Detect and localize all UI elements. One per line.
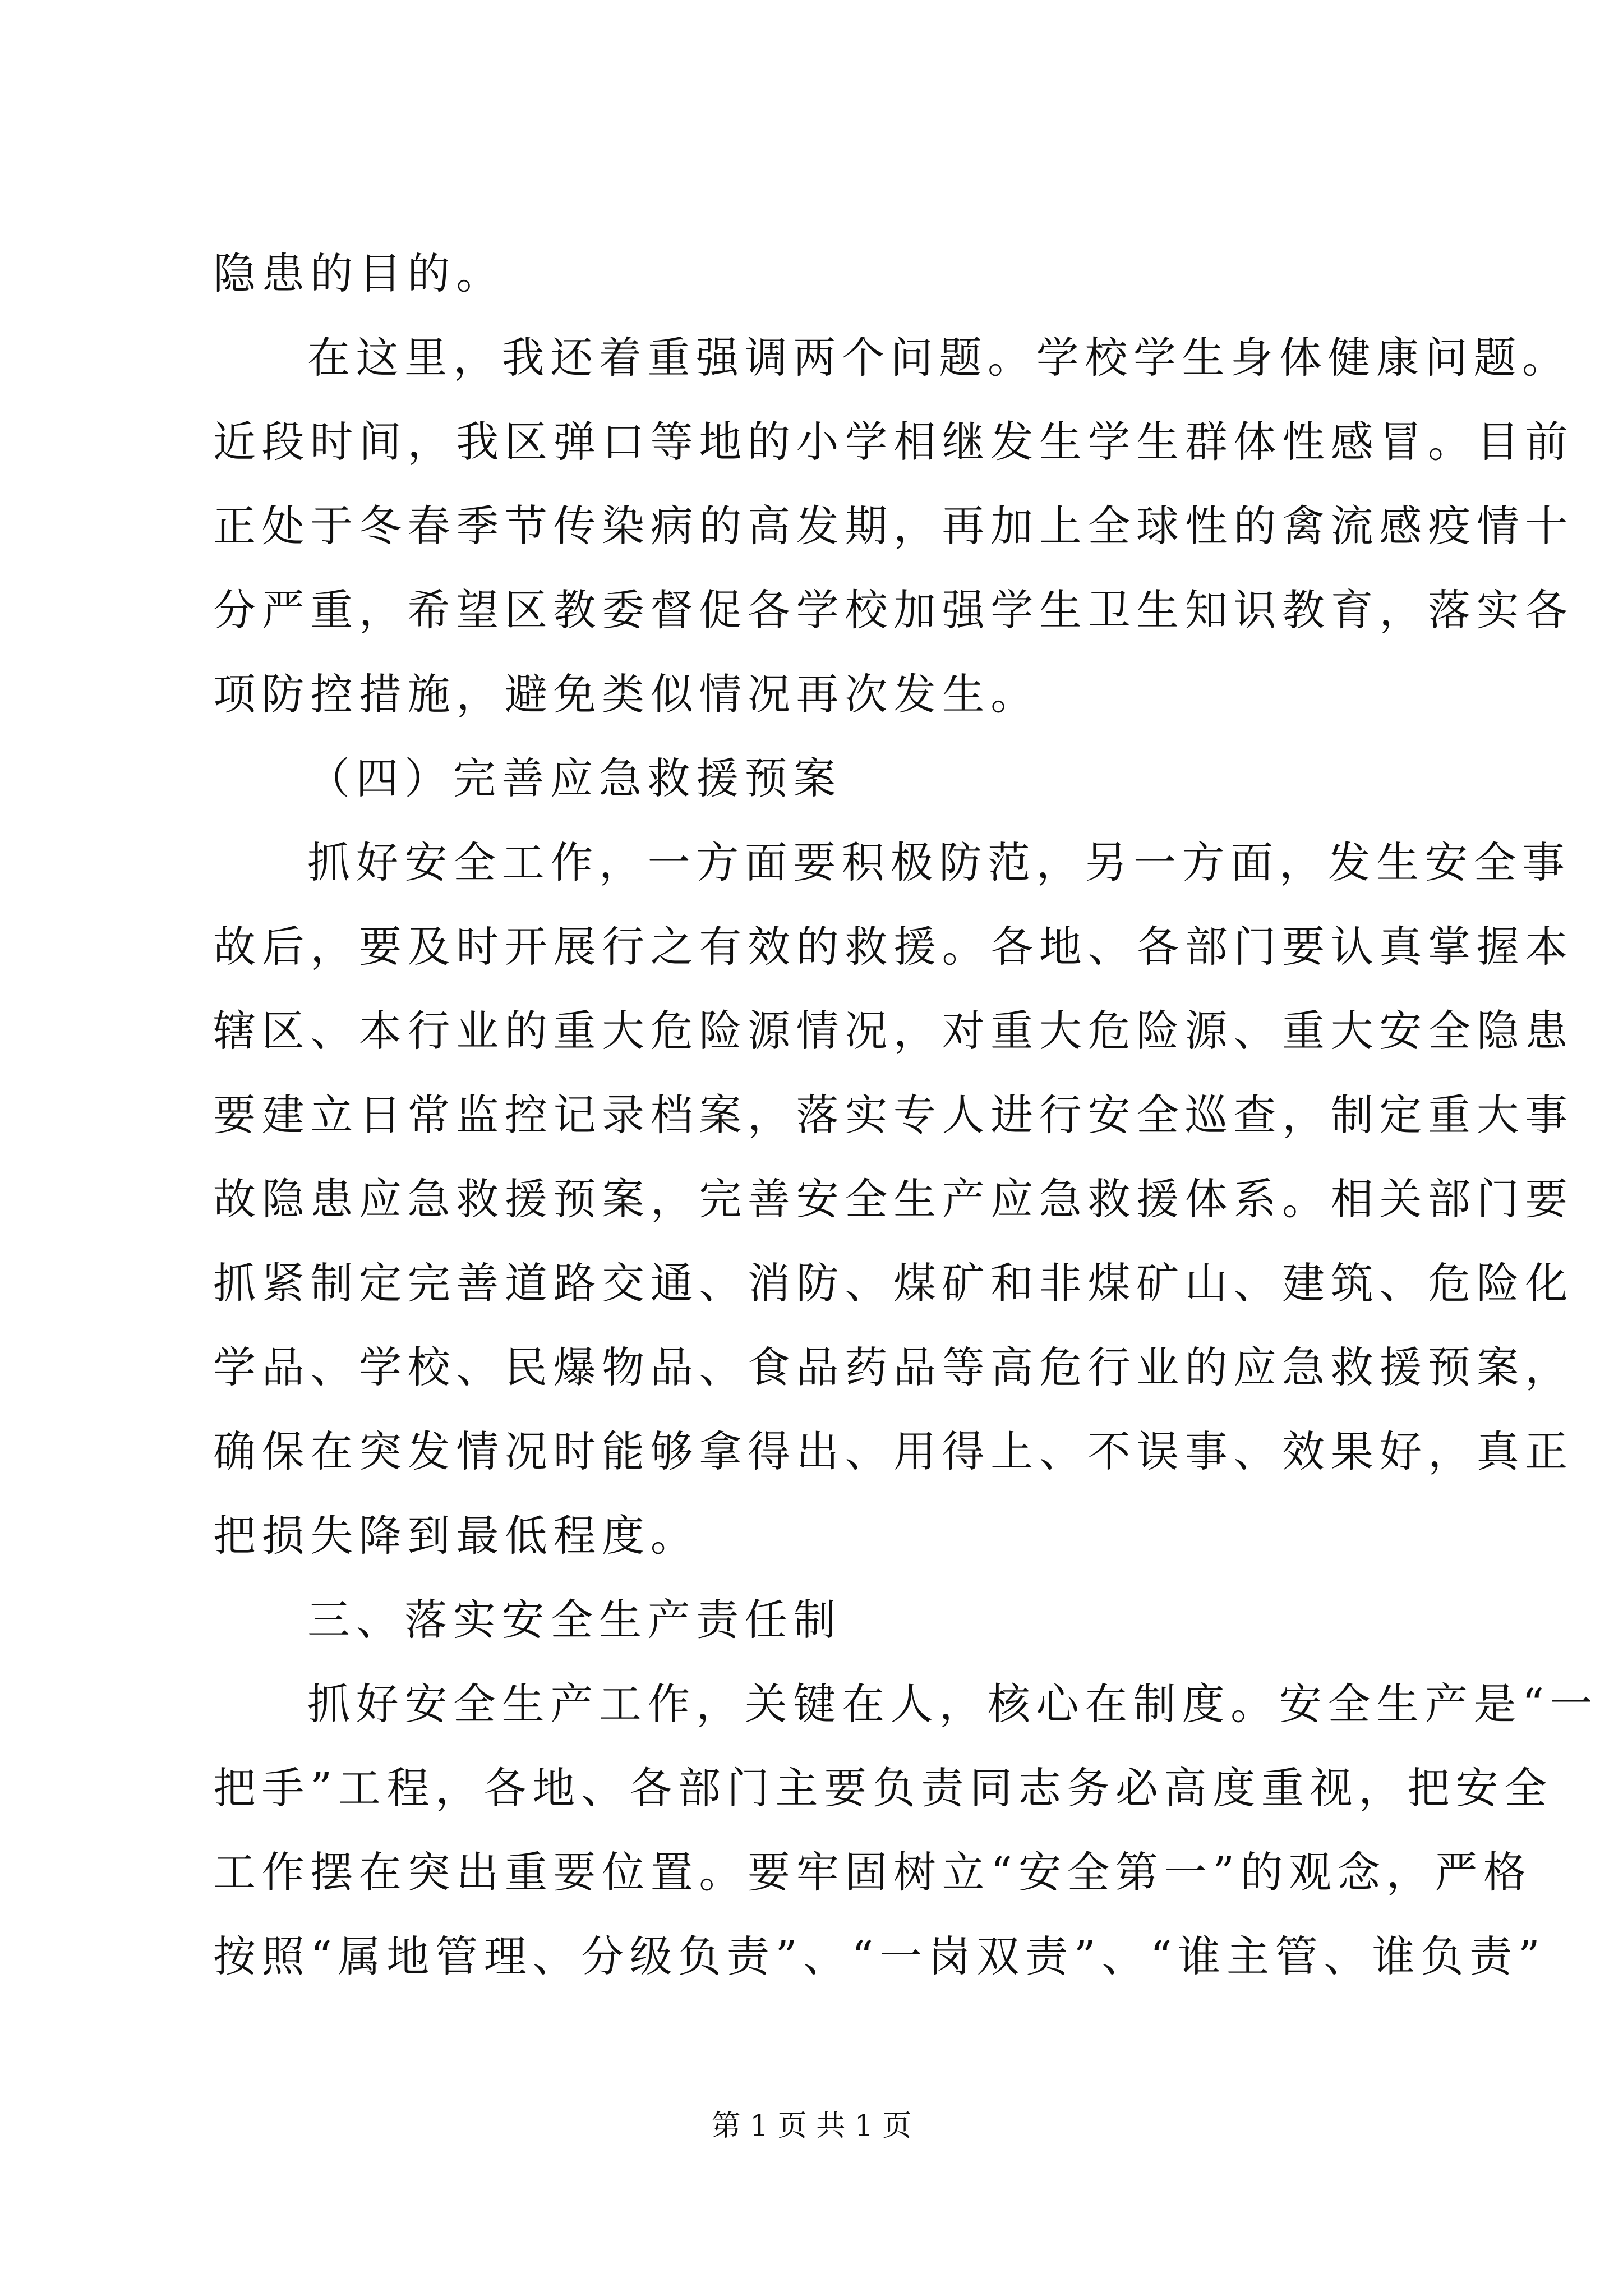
text-line: 项防控措施，避免类似情况再次发生。 bbox=[213, 669, 1039, 719]
text-line: 抓好安全工作，一方面要积极防范，另一方面，发生安全事 bbox=[307, 838, 1571, 887]
text-line: 正处于冬春季节传染病的高发期，再加上全球性的禽流感疫情十 bbox=[213, 501, 1574, 551]
text-line: 抓紧制定完善道路交通、消防、煤矿和非煤矿山、建筑、危险化 bbox=[213, 1258, 1574, 1308]
text-line: 把损失降到最低程度。 bbox=[213, 1511, 699, 1561]
text-line: 工作摆在突出重要位置。要牢固树立“安全第一”的观念，严格 bbox=[213, 1847, 1532, 1897]
text-line: 故后，要及时开展行之有效的救援。各地、各部门要认真掌握本 bbox=[213, 922, 1574, 972]
text-line: 把手”工程，各地、各部门主要负责同志务必高度重视，把安全 bbox=[213, 1763, 1553, 1813]
text-line: 要建立日常监控记录档案，落实专人进行安全巡查，制定重大事 bbox=[213, 1090, 1574, 1140]
text-line: 确保在突发情况时能够拿得出、用得上、不误事、效果好，真正 bbox=[213, 1427, 1574, 1476]
text-line: 抓好安全生产工作，关键在人，核心在制度。安全生产是“一 bbox=[307, 1679, 1599, 1729]
text-line: 辖区、本行业的重大危险源情况，对重大危险源、重大安全隐患 bbox=[213, 1006, 1574, 1056]
text-line: 学品、学校、民爆物品、食品药品等高危行业的应急救援预案， bbox=[213, 1342, 1574, 1392]
text-line: 隐患的目的。 bbox=[213, 249, 505, 298]
text-line: 故隐患应急救援预案，完善安全生产应急救援体系。相关部门要 bbox=[213, 1174, 1574, 1224]
text-line: 分严重，希望区教委督促各学校加强学生卫生知识教育，落实各 bbox=[213, 585, 1574, 635]
section-heading: 三、落实安全生产责任制 bbox=[307, 1595, 842, 1645]
section-heading: （四）完善应急救援预案 bbox=[307, 753, 842, 803]
text-line: 近段时间，我区弹口等地的小学相继发生学生群体性感冒。目前 bbox=[213, 417, 1574, 467]
text-line: 按照“属地管理、分级负责”、“一岗双责”、“谁主管、谁负责” bbox=[213, 1931, 1546, 1981]
page-footer: 第 1 页 共 1 页 bbox=[711, 2109, 912, 2143]
text-line: 在这里，我还着重强调两个问题。学校学生身体健康问题。 bbox=[307, 333, 1571, 383]
